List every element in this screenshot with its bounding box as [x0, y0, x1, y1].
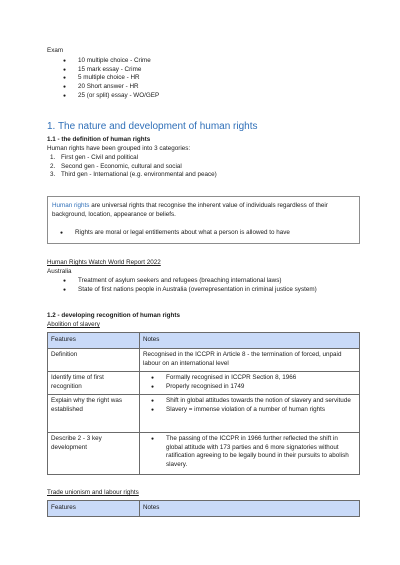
highlight-term: Human rights [52, 202, 90, 209]
table-row [48, 349, 360, 372]
trade-unionism-title: Trade unionism and labour rights [47, 489, 139, 496]
list-item: 3. Third gen - International (e.g. environmental and peace) [50, 171, 217, 179]
table-cell: Definition [48, 349, 140, 372]
list-item: ● Rights are moral or legal entitlements about what a person is allowed to have [60, 229, 355, 238]
table-cell: Explain why the right was established [48, 395, 140, 433]
list-item: ● 25 (or split) essay - WO/GEP [63, 92, 343, 101]
hrw-title: Human Rights Watch World Report 2022 [47, 259, 161, 266]
table-cell: Recognised in the ICCPR in Article 8 - the termination of forced, unpaid labour on an international level [140, 349, 360, 372]
exam-list [63, 57, 343, 101]
list-item: ● 15 mark essay - Crime [63, 66, 343, 75]
abolition-title: Abolition of slavery [47, 321, 100, 328]
table-header-row [48, 501, 360, 517]
list-item: ● The passing of the ICCPR in 1966 further reflected the shift in global attitude with 173 parties and 6 more signatories without ratification agreeing to be legally bound in their pursuits to abolish slavery. [151, 435, 356, 470]
list-item: ● 10 multiple choice - Crime [63, 57, 343, 66]
definition-box [47, 196, 360, 244]
generations-list [47, 154, 217, 180]
list-item: ● 20 Short answer - HR [63, 83, 343, 92]
list-item: ● State of first nations people in Australia (overrepresentation in criminal justice system) [63, 286, 363, 295]
table-cell: Identify time of first recognition [48, 372, 140, 395]
table-header: Features [48, 501, 140, 517]
hrw-country: Australia [47, 268, 72, 275]
exam-heading: Exam [47, 47, 64, 54]
list-item: ● Formally recognised in ICCPR Section 8, 1966 [151, 374, 356, 383]
list-item: ● Shift in global attitudes towards the notion of slavery and servitude [151, 397, 356, 406]
trade-union-table [47, 500, 360, 517]
table-cell [140, 433, 360, 475]
list-item: 1. First gen - Civil and political [50, 154, 138, 161]
table-row [48, 395, 360, 433]
abolition-table [47, 332, 360, 475]
subsection-title: 1.2 - developing recognition of human rights [47, 312, 180, 319]
table-cell [140, 395, 360, 433]
table-cell [140, 372, 360, 395]
table-header: Notes [140, 333, 360, 349]
table-cell: Describe 2 - 3 key development [48, 433, 140, 475]
list-item: ● Treatment of asylum seekers and refugees (breaching international laws) [63, 277, 363, 286]
list-item: ● Slavery = immense violation of a number of human rights [151, 406, 356, 415]
definition-text: Human rights are universal rights that recognise the inherent value of individuals regardless of their background, location, appearance or beliefs. [52, 202, 328, 218]
list-item: ● Properly recognised in 1749 [151, 383, 356, 392]
table-header-row [48, 333, 360, 349]
list-item: 2. Second gen - Economic, cultural and social [50, 162, 182, 170]
table-row [48, 372, 360, 395]
table-header: Notes [140, 501, 360, 517]
hrw-list [63, 277, 363, 294]
subsection-title: 1.1 - the definition of human rights [47, 136, 151, 143]
list-item: ● 5 multiple choice - HR [63, 74, 343, 83]
table-row [48, 433, 360, 475]
table-header: Features [48, 333, 140, 349]
section-title: 1. The nature and development of human rights [47, 121, 258, 132]
intro-text: Human rights have been grouped into 3 categories: [47, 145, 191, 152]
